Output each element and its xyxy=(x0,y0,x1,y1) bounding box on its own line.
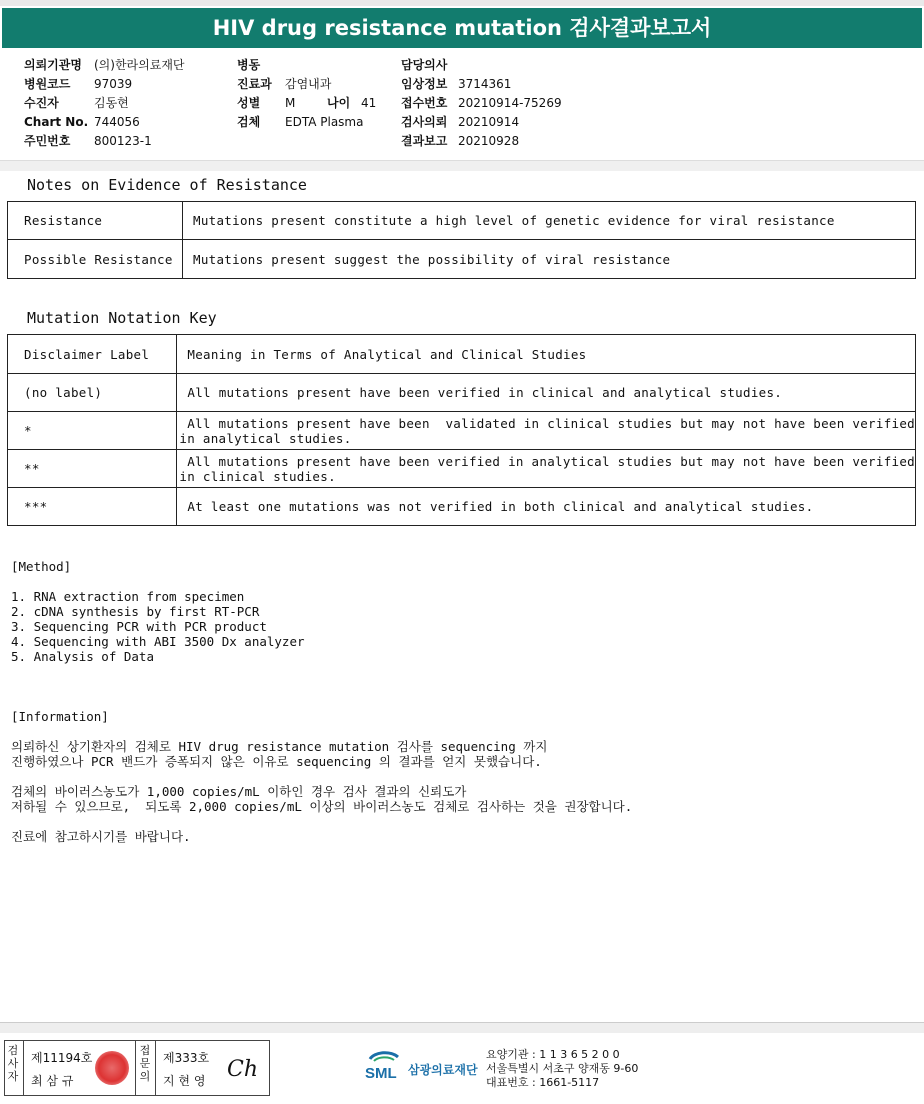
logo-text: SML xyxy=(365,1065,397,1081)
key-text-line: All mutations present have been validated in clinical studies but may not have been verified xyxy=(179,415,915,431)
key-text-line: All mutations present have been verified in analytical studies but may not have been verified xyxy=(179,453,915,469)
label-specimen: 검체 xyxy=(237,115,261,129)
inspector-label-char: 사 xyxy=(7,1057,19,1070)
label-hospital-code: 병원코드 xyxy=(24,77,71,91)
information-line: 검체의 바이러스농도가 1,000 copies/mL 이하인 경우 검사 결과의 신뢰도가 xyxy=(11,784,467,799)
label-receipt-no: 접수번호 xyxy=(401,96,448,110)
inspector-name: 최 삼 규 xyxy=(31,1074,74,1088)
logo-org: 삼광의료재단 xyxy=(408,1063,478,1077)
value-receipt-no: 20210914-75269 xyxy=(458,96,562,110)
label-report-date: 결과보고 xyxy=(401,134,448,148)
sml-logo xyxy=(364,1047,478,1085)
information-line: 진료에 참고하시기를 바랍니다. xyxy=(11,829,191,844)
key-table xyxy=(7,334,916,526)
inspector-license: 제11194호 xyxy=(31,1051,93,1065)
value-hospital: (의)한라의료재단 xyxy=(94,58,185,72)
section-separator xyxy=(0,160,924,171)
key-label-cell: * xyxy=(8,412,177,450)
table-row xyxy=(8,374,916,412)
key-title: Mutation Notation Key xyxy=(27,309,217,327)
inspector-label xyxy=(6,1044,20,1083)
key-text-line: in analytical studies. xyxy=(179,430,352,446)
reviewer-label xyxy=(138,1044,152,1083)
label-resident-no: 주민번호 xyxy=(24,134,71,148)
method-item: 2. cDNA synthesis by first RT-PCR xyxy=(11,604,260,619)
notes-text-cell: Mutations present constitute a high level of genetic evidence for viral resistance xyxy=(183,202,916,240)
label-patient: 수진자 xyxy=(24,96,59,110)
notes-title: Notes on Evidence of Resistance xyxy=(27,176,307,194)
value-clinical-info: 3714361 xyxy=(458,77,512,91)
divider xyxy=(23,1041,24,1095)
reviewer-label-char: 문 xyxy=(139,1057,151,1070)
value-chart-no: 744056 xyxy=(94,115,140,129)
key-label-cell: Disclaimer Label xyxy=(8,335,177,374)
table-row xyxy=(8,202,916,240)
footer-address xyxy=(486,1048,638,1090)
method-title: [Method] xyxy=(11,559,72,574)
key-text-line: in clinical studies. xyxy=(179,468,336,484)
value-sex: M xyxy=(285,96,296,110)
value-request-date: 20210914 xyxy=(458,115,520,129)
reviewer-license: 제333호 xyxy=(163,1051,210,1065)
key-text-cell: At least one mutations was not verified in both clinical and analytical studies. xyxy=(177,488,916,526)
info-column-1 xyxy=(24,56,185,151)
information-line: 저하될 수 있으므로, 되도록 2,000 copies/mL 이상의 바이러스농도 검체로 검사하는 것을 권장합니다. xyxy=(11,799,633,814)
info-column-2 xyxy=(237,56,376,132)
value-specimen: EDTA Plasma xyxy=(285,115,364,129)
label-clinical-info: 임상정보 xyxy=(401,77,448,91)
signature: Ch xyxy=(227,1057,259,1082)
method-item: 5. Analysis of Data xyxy=(11,649,154,664)
label-dept: 진료과 xyxy=(237,77,272,91)
footer-separator xyxy=(0,1022,924,1033)
value-resident-no: 800123-1 xyxy=(94,134,152,148)
value-patient: 김동현 xyxy=(94,96,129,110)
phone: 대표번호 : 1661-5117 xyxy=(486,1076,600,1089)
divider xyxy=(155,1041,156,1095)
table-row xyxy=(8,488,916,526)
label-request-date: 검사의뢰 xyxy=(401,115,448,129)
label-sex: 성별 xyxy=(237,96,261,110)
table-row xyxy=(8,240,916,279)
inspector-label-char: 검 xyxy=(7,1044,19,1057)
address: 서울특별시 서초구 양재동 9-60 xyxy=(486,1062,639,1075)
information-line: 의뢰하신 상기환자의 검체로 HIV drug resistance mutation 검사를 sequencing 까지 xyxy=(11,739,548,754)
information-title: [Information] xyxy=(11,709,109,724)
key-label-cell: ** xyxy=(8,450,177,488)
method-item: 4. Sequencing with ABI 3500 Dx analyzer xyxy=(11,634,305,649)
information-line: 진행하였으나 PCR 밴드가 증폭되지 않은 이유로 sequencing 의 결과를 얻지 못했습니다. xyxy=(11,754,542,769)
notes-text-cell: Mutations present suggest the possibility of viral resistance xyxy=(183,240,916,279)
method-item: 1. RNA extraction from specimen xyxy=(11,589,245,604)
label-age: 나이 xyxy=(327,96,351,110)
label-hospital: 의뢰기관명 xyxy=(24,58,82,72)
agency-number: 요양기관 : 1 1 3 6 5 2 0 0 xyxy=(486,1048,620,1061)
notes-label-cell: Resistance xyxy=(8,202,183,240)
key-text-cell: Meaning in Terms of Analytical and Clinical Studies xyxy=(177,335,916,374)
signature-box xyxy=(4,1040,270,1096)
reviewer-label-char: 접 xyxy=(139,1044,151,1057)
notes-table xyxy=(7,201,916,279)
label-ward: 병동 xyxy=(237,58,261,72)
key-text-cell xyxy=(177,412,916,450)
reviewer-label-char: 의 xyxy=(139,1070,151,1083)
value-hospital-code: 97039 xyxy=(94,77,133,91)
table-row xyxy=(8,335,916,374)
key-text-cell xyxy=(177,450,916,488)
notes-label-cell: Possible Resistance xyxy=(8,240,183,279)
table-row xyxy=(8,412,916,450)
info-column-3 xyxy=(401,56,562,151)
table-row xyxy=(8,450,916,488)
sml-logo-mark xyxy=(364,1047,404,1081)
reviewer-name: 지 현 영 xyxy=(163,1074,206,1088)
label-doctor: 담당의사 xyxy=(401,58,448,72)
label-chart-no: Chart No. xyxy=(24,115,89,129)
key-text-cell: All mutations present have been verified in clinical and analytical studies. xyxy=(177,374,916,412)
key-label-cell: *** xyxy=(8,488,177,526)
value-dept: 감염내과 xyxy=(285,77,332,91)
divider xyxy=(135,1041,136,1095)
value-report-date: 20210928 xyxy=(458,134,520,148)
report-title: HIV drug resistance mutation 검사결과보고서 xyxy=(2,8,922,48)
value-age: 41 xyxy=(361,96,377,110)
method-item: 3. Sequencing PCR with PCR product xyxy=(11,619,267,634)
top-strip xyxy=(0,0,924,6)
red-seal-icon xyxy=(95,1051,129,1085)
key-label-cell: (no label) xyxy=(8,374,177,412)
inspector-label-char: 자 xyxy=(7,1070,19,1083)
